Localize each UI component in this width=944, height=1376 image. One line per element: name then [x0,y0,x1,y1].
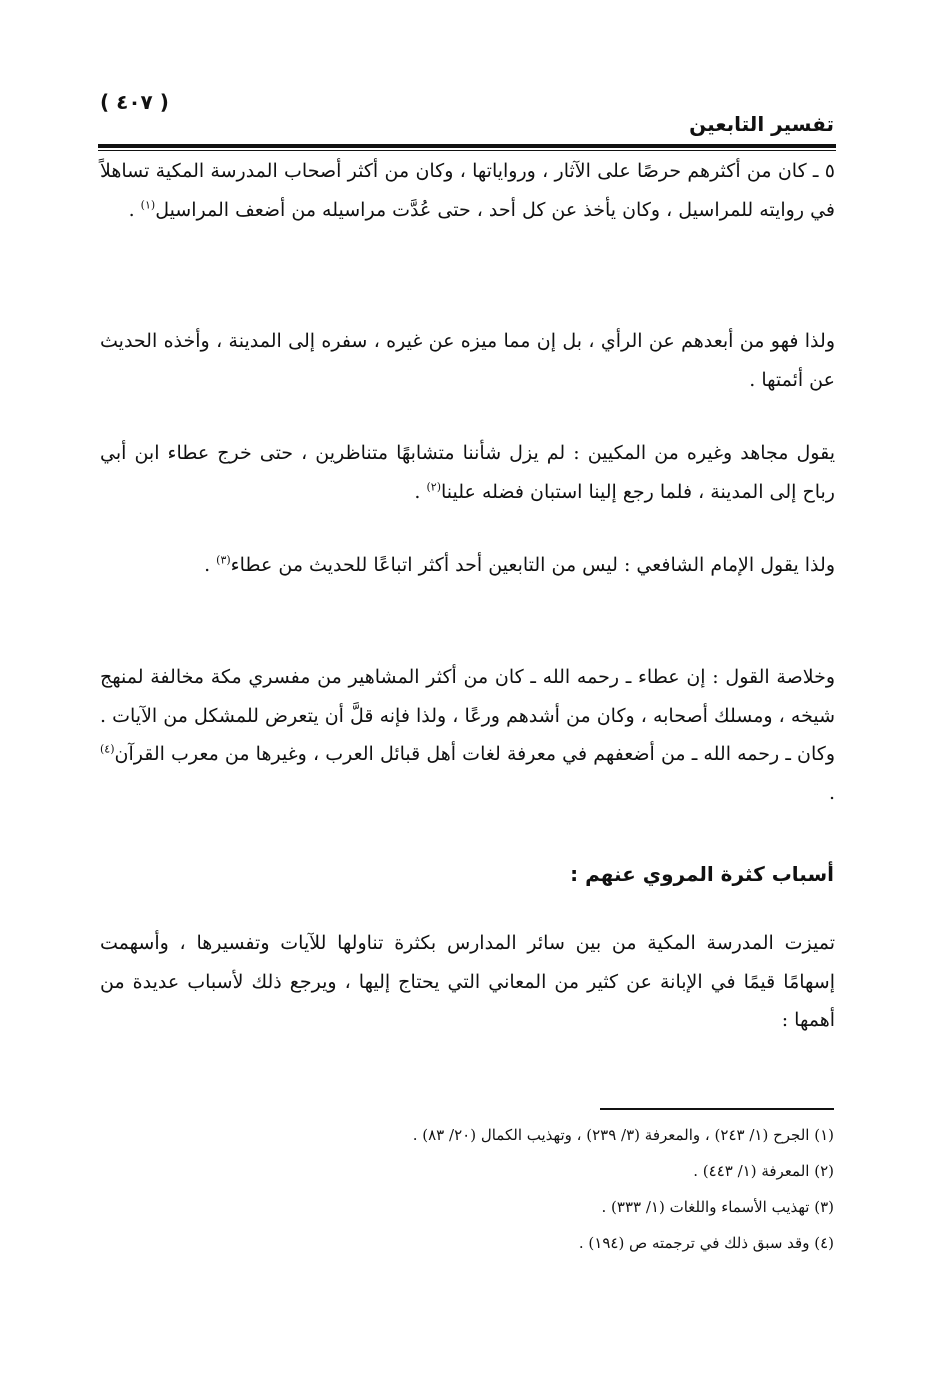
footnote-2: (٢) المعرفة (١/ ٤٤٣) . [693,1162,834,1180]
section-heading: أسباب كثرة المروي عنهم : [570,862,834,886]
page-number: ( ٤٠٧ ) [100,90,169,114]
header-rule-thin [98,150,836,151]
paragraph-text: ولذا فهو من أبعدهم عن الرأي ، بل إن مما ميزه عن غيره ، سفره إلى المدينة ، وأخذه الحديث عن أئمتها . [100,330,835,391]
footnote-4: (٤) وقد سبق ذلك في ترجمته ص (١٩٤) . [578,1234,834,1252]
paragraph-5 [100,658,835,812]
paragraph-tail: . [828,781,835,804]
paragraph-text: ولذا يقول الإمام الشافعي : ليس من التابعين أحد أكثر اتباعًا للحديث من عطاء [230,554,835,576]
header-rule [98,144,836,148]
running-header-title: تفسير التابعين [689,112,834,136]
footnote-ref: (٣) [216,553,231,567]
footnote-ref: (١) [140,198,156,212]
paragraph-4 [100,546,835,585]
section-paragraph: تميزت المدرسة المكية من بين سائر المدارس بكثرة تناولها للآيات وتفسيرها ، وأسهمت إسهامًا قيمًا في الإبانة عن كثير من المعاني التي يحتاج إليها ، ويرجع ذلك لأسباب عديدة من أهمها : [100,932,835,1031]
paragraph-tail: . [414,480,427,503]
paragraph-text: ٥ ـ كان من أكثرهم حرصًا على الآثار ، ورواياتها ، وكان من أكثر أصحاب المدرسة المكية تساهلاً في روايته للمراسيل ، وكان يأخذ عن كل أحد ، حتى عُدَّت مراسيله من أضعف المراسيل [100,160,835,221]
footnote-ref: (٤) [100,742,115,756]
paragraph-3 [100,434,835,511]
paragraph-2 [100,322,835,399]
paragraph-tail: . [204,554,217,576]
footnote-ref: (٢) [426,480,442,494]
footnote-separator [600,1108,834,1110]
paragraph-tail: . [128,198,141,221]
footnote-3: (٣) تهذيب الأسماء واللغات (١/ ٣٣٣) . [601,1198,834,1216]
paragraph-text: يقول مجاهد وغيره من المكيين : لم يزل شأننا متشابهًا متناظرين ، حتى خرج عطاء ابن أبي رباح إلى المدينة ، فلما رجع إلينا استبان فضله علينا [100,442,835,503]
paragraph-1 [100,152,835,229]
paragraph-text: وخلاصة القول : إن عطاء ـ رحمه الله ـ كان من أكثر المشاهير من مفسري مكة مخالفة لمنهج شيخه ، ومسلك أصحابه ، وكان من أشدهم ورعًا ، ولذا فإنه قلَّ أن يتعرض للمشكل من الآيات . وكان ـ رحمه الله ـ من أضعفهم في معرفة لغات أهل قبائل العرب ، وغيرها من معرب القرآن [100,666,835,765]
footnote-1: (١) الجرح (١/ ٢٤٣) ، والمعرفة (٣/ ٢٣٩) ، وتهذيب الكمال (٢٠/ ٨٣) . [412,1126,834,1144]
